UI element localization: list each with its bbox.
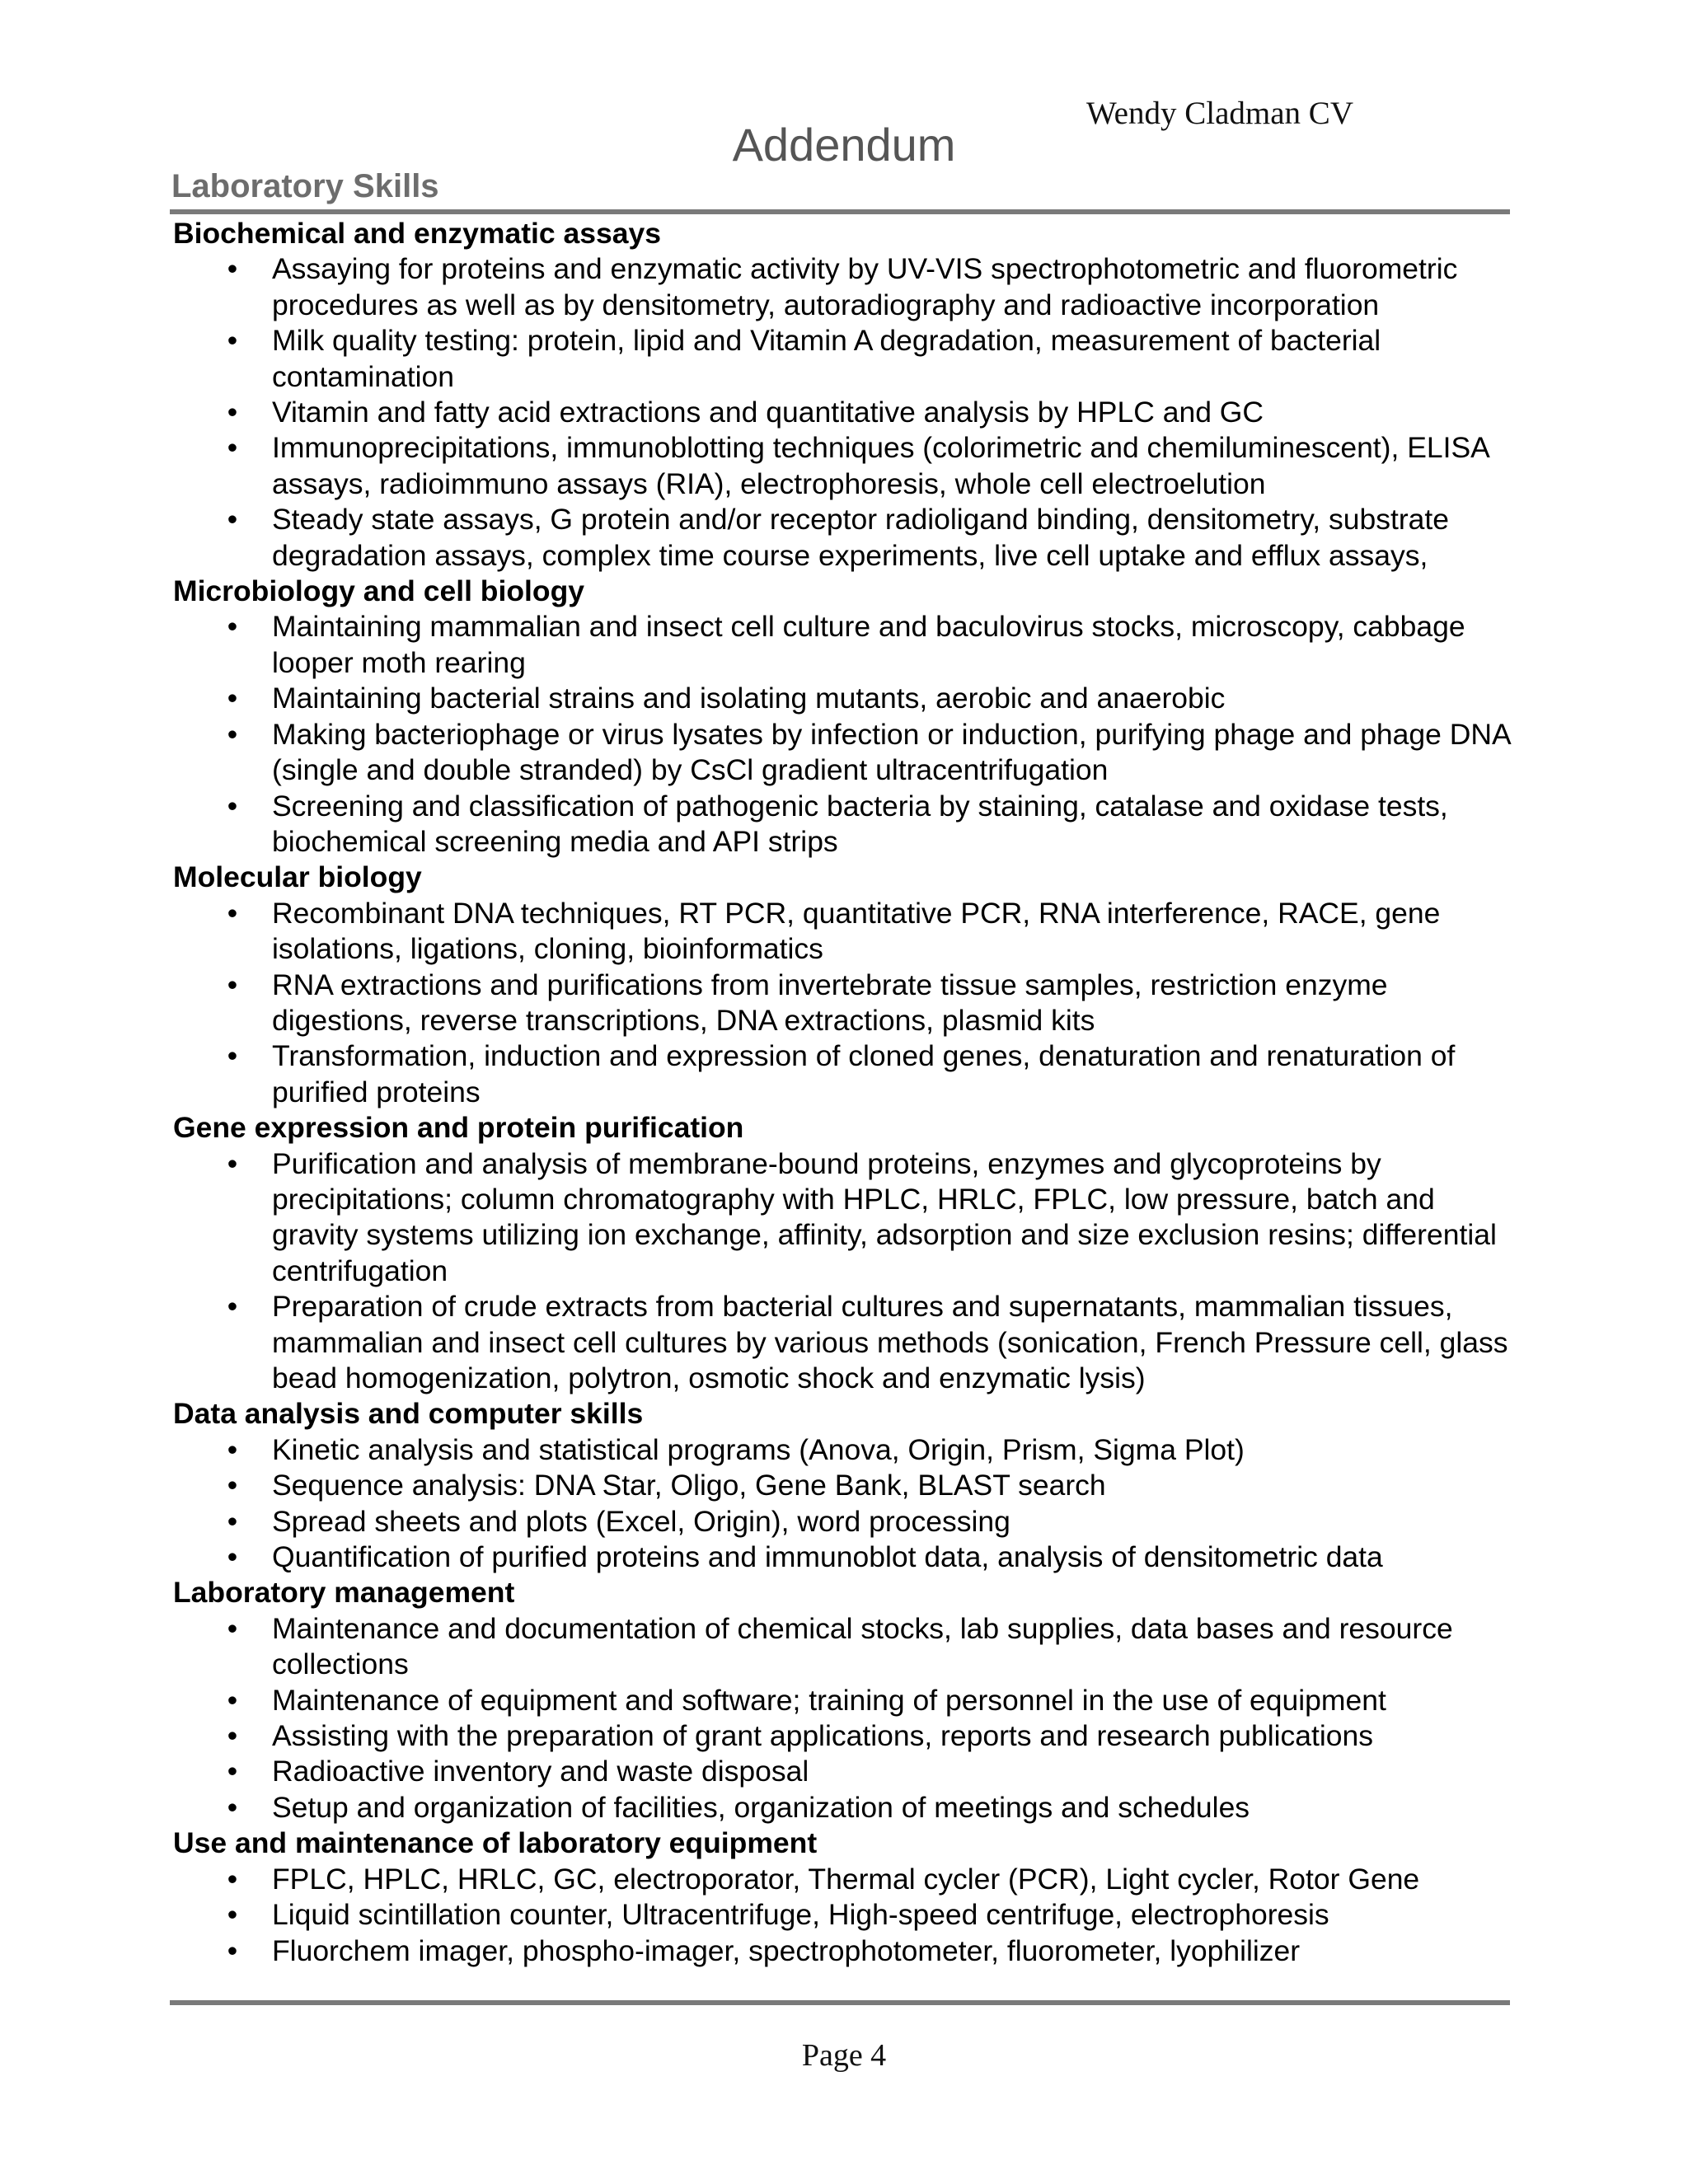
- bullet-list: [173, 1862, 1517, 1969]
- bullet-icon: •: [227, 789, 238, 823]
- bullet-icon: •: [227, 1719, 238, 1753]
- list-item: [227, 681, 1517, 716]
- list-item-text: RNA extractions and purifications from invertebrate tissue samples, restriction enzyme digestions, reverse transcriptions, DNA extractions, plasmid kits: [272, 968, 1388, 1037]
- bottom-divider: [170, 2000, 1510, 2005]
- list-item-text: Immunoprecipitations, immunoblotting techniques (colorimetric and chemiluminescent), ELISA assays, radioimmuno assays (RIA), electrophoresis, whole cell electroelution: [272, 431, 1489, 500]
- list-item-text: Kinetic analysis and statistical programs (Anova, Origin, Prism, Sigma Plot): [272, 1432, 1245, 1466]
- list-item-text: Transformation, induction and expression of cloned genes, denaturation and renaturation of purified proteins: [272, 1039, 1456, 1108]
- list-item: [227, 430, 1517, 502]
- list-item-text: Vitamin and fatty acid extractions and quantitative analysis by HPLC and GC: [272, 396, 1264, 429]
- bullet-icon: •: [227, 252, 238, 286]
- list-item-text: Quantification of purified proteins and immunoblot data, analysis of densitometric data: [272, 1540, 1383, 1574]
- bullet-icon: •: [227, 1290, 238, 1324]
- category-title: Gene expression and protein purification: [173, 1111, 744, 1145]
- list-item: [227, 1862, 1517, 1897]
- bullet-icon: •: [227, 431, 238, 465]
- bullet-list: [173, 609, 1517, 860]
- list-item: [227, 395, 1517, 430]
- list-item: [227, 1683, 1517, 1718]
- top-divider: [170, 209, 1510, 214]
- list-item: [227, 717, 1517, 789]
- list-item: [227, 789, 1517, 860]
- list-item-text: Radioactive inventory and waste disposal: [272, 1755, 809, 1788]
- bullet-icon: •: [227, 1862, 238, 1896]
- page-title: Addendum: [732, 119, 956, 171]
- bullet-icon: •: [227, 1611, 238, 1645]
- list-item: [227, 1146, 1517, 1290]
- list-item: [227, 1718, 1517, 1754]
- list-item: [227, 1754, 1517, 1789]
- bullet-icon: •: [227, 717, 238, 751]
- list-item: [227, 968, 1517, 1039]
- skills-content: [173, 216, 1517, 1969]
- bullet-icon: •: [227, 396, 238, 429]
- bullet-icon: •: [227, 1898, 238, 1932]
- list-item-text: FPLC, HPLC, HRLC, GC, electroporator, Thermal cycler (PCR), Light cycler, Rotor Gene: [272, 1862, 1420, 1896]
- category-title: Biochemical and enzymatic assays: [173, 217, 661, 250]
- bullet-list: [173, 896, 1517, 1110]
- list-item-text: Assisting with the preparation of grant applications, reports and research publications: [272, 1719, 1373, 1753]
- cv-name-header: Wendy Cladman CV: [1086, 96, 1353, 131]
- bullet-icon: •: [227, 968, 238, 1001]
- list-item-text: Steady state assays, G protein and/or receptor radioligand binding, densitometry, substrate degradation assays, complex time course experiments, live cell uptake and efflux assays,: [272, 503, 1450, 572]
- bullet-icon: •: [227, 1933, 238, 1967]
- list-item: [227, 1611, 1517, 1683]
- list-item-text: Recombinant DNA techniques, RT PCR, quantitative PCR, RNA interference, RACE, gene isolations, ligations, cloning, bioinformatics: [272, 896, 1441, 966]
- list-item: [227, 1790, 1517, 1825]
- list-item-text: Screening and classification of pathogenic bacteria by staining, catalase and oxidase tests, biochemical screening media and API strips: [272, 789, 1448, 858]
- list-item: [227, 896, 1517, 968]
- bullet-icon: •: [227, 1540, 238, 1574]
- list-item-text: Liquid scintillation counter, Ultracentrifuge, High-speed centrifuge, electrophoresis: [272, 1898, 1329, 1932]
- bullet-icon: •: [227, 1790, 238, 1824]
- list-item-text: Making bacteriophage or virus lysates by infection or induction, purifying phage and phage DNA (single and double stranded) by CsCl gradient ultracentrifugation: [272, 717, 1510, 787]
- list-item: [227, 1432, 1517, 1468]
- list-item-text: Setup and organization of facilities, organization of meetings and schedules: [272, 1790, 1250, 1824]
- list-item: [227, 1933, 1517, 1969]
- list-item-text: Fluorchem imager, phospho-imager, spectrophotometer, fluorometer, lyophilizer: [272, 1933, 1301, 1967]
- list-item-text: Maintaining bacterial strains and isolating mutants, aerobic and anaerobic: [272, 682, 1226, 715]
- bullet-list: [173, 1146, 1517, 1397]
- category-title: Use and maintenance of laboratory equipment: [173, 1826, 818, 1860]
- bullet-icon: •: [227, 610, 238, 644]
- bullet-list: [173, 1432, 1517, 1576]
- list-item: [227, 1540, 1517, 1575]
- list-item: [227, 609, 1517, 681]
- list-item-text: Purification and analysis of membrane-bound proteins, enzymes and glycoproteins by precipitations; column chromatography with HPLC, HRLC, FPLC, low pressure, batch and gravity systems utilizing ion exchange, affinity, adsorption and size exclusion resins; differential centrifugation: [272, 1146, 1497, 1287]
- list-item-text: Spread sheets and plots (Excel, Origin), word processing: [272, 1504, 1010, 1538]
- category-title: Data analysis and computer skills: [173, 1397, 644, 1431]
- list-item-text: Sequence analysis: DNA Star, Oligo, Gene Bank, BLAST search: [272, 1469, 1106, 1502]
- bullet-icon: •: [227, 1469, 238, 1502]
- bullet-icon: •: [227, 324, 238, 358]
- list-item: [227, 1504, 1517, 1540]
- list-item: [227, 1038, 1517, 1110]
- bullet-icon: •: [227, 1039, 238, 1073]
- bullet-icon: •: [227, 1504, 238, 1538]
- bullet-icon: •: [227, 503, 238, 537]
- bullet-icon: •: [227, 896, 238, 930]
- list-item: [227, 502, 1517, 574]
- list-item-text: Maintenance of equipment and software; training of personnel in the use of equipment: [272, 1683, 1386, 1717]
- list-item: [227, 251, 1517, 323]
- bullet-icon: •: [227, 1755, 238, 1788]
- bullet-icon: •: [227, 682, 238, 715]
- list-item-text: Maintenance and documentation of chemical stocks, lab supplies, data bases and resource collections: [272, 1611, 1453, 1681]
- list-item: [227, 1289, 1517, 1396]
- bullet-list: [173, 251, 1517, 574]
- section-heading: Laboratory Skills: [171, 168, 439, 204]
- category-title: Laboratory management: [173, 1576, 515, 1610]
- list-item: [227, 1897, 1517, 1933]
- list-item-text: Maintaining mammalian and insect cell culture and baculovirus stocks, microscopy, cabbage looper moth rearing: [272, 610, 1465, 679]
- bullet-list: [173, 1611, 1517, 1825]
- list-item: [227, 1468, 1517, 1503]
- list-item: [227, 323, 1517, 395]
- category-title: Molecular biology: [173, 860, 422, 894]
- list-item-text: Preparation of crude extracts from bacterial cultures and supernatants, mammalian tissues, mammalian and insect cell cultures by various methods (sonication, French Pressure cell, glass bead homogenization, polytron, osmotic shock and enzymatic lysis): [272, 1290, 1508, 1394]
- bullet-icon: •: [227, 1146, 238, 1180]
- category-title: Microbiology and cell biology: [173, 574, 585, 608]
- list-item-text: Assaying for proteins and enzymatic activity by UV-VIS spectrophotometric and fluorometric procedures as well as by densitometry, autoradiography and radioactive incorporation: [272, 252, 1458, 321]
- bullet-icon: •: [227, 1683, 238, 1717]
- page-number: Page 4: [801, 2038, 887, 2073]
- bullet-icon: •: [227, 1432, 238, 1466]
- list-item-text: Milk quality testing: protein, lipid and Vitamin A degradation, measurement of bacterial contamination: [272, 324, 1381, 393]
